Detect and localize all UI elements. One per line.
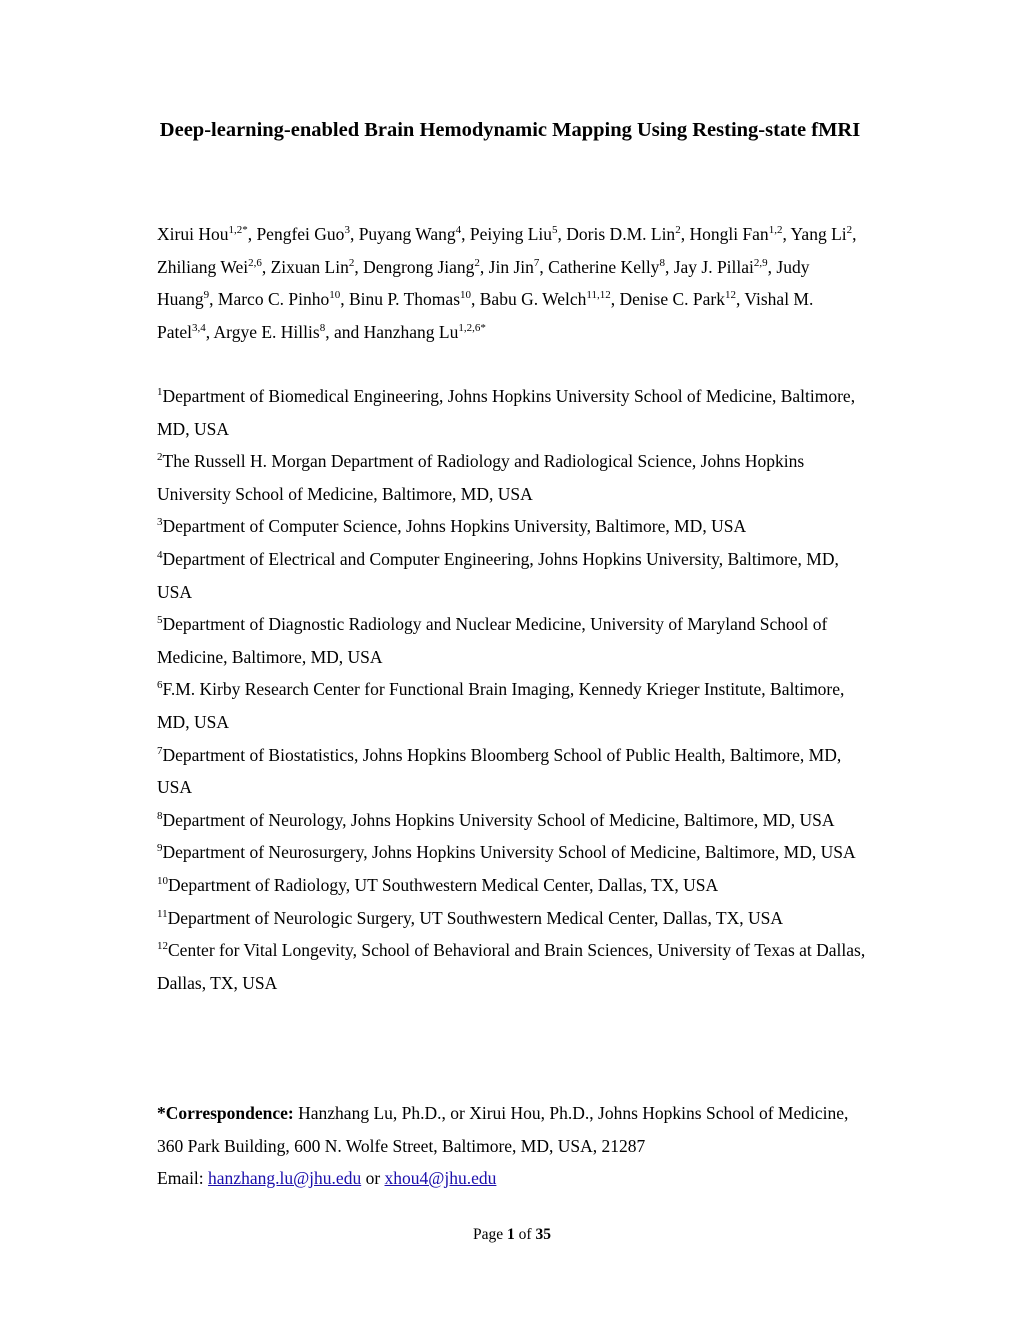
author-name: Zhiliang Wei (157, 256, 249, 277)
affiliation-item (157, 739, 867, 804)
email-or: or (365, 1168, 381, 1189)
author-conjunction: and (333, 321, 360, 342)
affiliation-item (157, 543, 867, 608)
affiliation-number: 12 (157, 940, 168, 953)
author-name: Judy Huang (157, 256, 810, 310)
author-name: Babu G. Welch (479, 289, 587, 310)
author (349, 289, 471, 309)
author-name: Catherine Kelly (548, 256, 660, 277)
affiliation-number: 8 (157, 809, 163, 822)
footer-total-pages: 35 (535, 1226, 551, 1243)
author-name: Xirui Hou (157, 224, 229, 244)
affiliation-list (157, 380, 867, 999)
author-name: Jin Jin (488, 256, 534, 277)
affiliation-item (157, 934, 867, 999)
paper-title: Deep-learning-enabled Brain Hemodynamic Mapping Using Resting-state fMRI (159, 119, 861, 141)
author-list: Xirui Hou$^{1,2*}$, Pengfei Guo$^3$, Puyang Wang$^4$, Peiying Liu$^5$, Doris D.M. Lin$^2$, Hongli Fan$^{1,2}$, Yang Li$^2$, Zhiliang Wei$^{2,6}$, Zixuan Lin$^2$, Dengrong Jiang$^2$, Jin Jin$^7$, Catherine Kelly$^8$, Jay J. Pillai$^{2,9}$, Judy Huang$^9$, Marco C. Pinho$^{10}$, Binu P. Thomas$^{10}$, Babu G. Welch$^{11,12}$, Denise C. Park$^{12}$, Vishal M. Patel$^{3,4}$, Argye E. Hillis$^8$, and Hanzhang $Lu^{1,2,6*}$ (157, 224, 857, 342)
author-affiliation-marker: 5 (552, 224, 558, 236)
author-name: Jay J. Pillai (673, 256, 754, 277)
author-affiliation-marker: 7 (533, 256, 540, 269)
affiliation-number: 9 (157, 842, 163, 855)
author (271, 257, 355, 277)
author-affiliation-marker: 3 (344, 224, 350, 236)
author-name: Puyang Wang (358, 224, 456, 244)
author (214, 322, 326, 342)
author (674, 257, 768, 277)
author-name: Doris D.M. Lin (566, 224, 676, 244)
author-affiliation-marker: 10 (460, 289, 471, 302)
email-link-hou[interactable]: xhou4@jhu.edu (384, 1168, 497, 1189)
affiliation-item (157, 869, 867, 902)
affiliation-text: Department of Neurosurgery, Johns Hopkins University School of Medicine, Baltimore, MD, USA (162, 842, 856, 863)
affiliation-text: Department of Biostatistics, Johns Hopkins Bloomberg School of Public Health, Baltimore, MD, USA (157, 744, 842, 798)
affiliation-item (157, 510, 867, 543)
affiliation-item (157, 673, 867, 738)
email-label: Email: (157, 1168, 204, 1189)
author (359, 224, 461, 244)
author (548, 257, 665, 277)
author (363, 257, 480, 277)
author-name: Argye E. Hillis (213, 321, 320, 342)
author (364, 322, 486, 342)
affiliation-text: The Russell H. Morgan Department of Radiology and Radiological Science, Johns Hopkins University School of Medicine, Baltimore, MD, USA (157, 451, 805, 504)
affiliation-text: Department of Radiology, UT Southwestern Medical Center, Dallas, TX, USA (168, 874, 719, 895)
author (480, 289, 611, 309)
affiliation-item (157, 380, 867, 445)
author (566, 224, 680, 244)
affiliation-number: 6 (157, 679, 163, 692)
affiliation-number: 7 (157, 744, 163, 757)
affiliation-text: F.M. Kirby Research Center for Functional Brain Imaging, Kennedy Krieger Institute, Baltimore, MD, USA (157, 679, 845, 732)
author (689, 224, 782, 244)
author-name: Binu P. Thomas (348, 289, 460, 310)
author-affiliation-marker: 8 (319, 321, 326, 334)
footer-page-number: 1 (507, 1226, 515, 1243)
author-name: Marco C. Pinho (217, 289, 330, 310)
author (218, 289, 340, 309)
author-name: Dengrong Jiang (363, 256, 475, 277)
affiliation-text: Department of Diagnostic Radiology and Nuclear Medicine, University of Maryland School of Medicine, Baltimore, MD, USA (157, 614, 828, 667)
author-affiliation-marker: 11,12 (586, 289, 611, 302)
author-affiliation-marker: 1,2* (228, 224, 248, 236)
affiliation-number: 5 (157, 614, 163, 627)
author-affiliation-marker: 3,4 (192, 321, 206, 334)
author-name: Hanzhang Lu (363, 321, 459, 342)
affiliation-number: 10 (157, 874, 168, 887)
affiliation-number: 1 (157, 386, 163, 398)
author-affiliation-marker: 8 (659, 256, 665, 269)
author-affiliation-marker: 2,9 (753, 256, 768, 269)
correspondence-text: Hanzhang Lu, Ph.D., or Xirui Hou, Ph.D., Johns Hopkins School of Medicine, 360 Park Building, 600 N. Wolfe Street, Baltimore, MD, USA, 21287 (157, 1103, 849, 1156)
affiliation-item (157, 902, 867, 935)
author (489, 257, 540, 277)
author-name: Yang Li (790, 224, 847, 244)
email-link-lu[interactable]: hanzhang.lu@jhu.edu (208, 1168, 362, 1189)
author-name: Peiying Liu (469, 224, 553, 244)
author-affiliation-marker: 2 (474, 256, 480, 269)
affiliation-text: Department of Computer Science, Johns Hopkins University, Baltimore, MD, USA (162, 516, 747, 537)
author-affiliation-marker: 1,2,6* (458, 321, 486, 334)
affiliation-item (157, 804, 867, 837)
author-affiliation-marker: 9 (203, 289, 210, 302)
author (470, 224, 558, 244)
author (157, 257, 262, 277)
author (791, 224, 853, 244)
author-affiliation-marker: 4 (455, 224, 462, 236)
author-name: Hongli Fan (689, 224, 769, 244)
footer-page-word: Page (473, 1226, 504, 1243)
author-affiliation-marker: 2 (846, 224, 853, 236)
author-name: Vishal M. Patel (157, 289, 814, 342)
affiliation-number: 2 (157, 451, 163, 464)
affiliation-item (157, 836, 867, 869)
author (157, 224, 248, 244)
affiliation-text: Department of Neurologic Surgery, UT Southwestern Medical Center, Dallas, TX, USA (167, 907, 783, 928)
author-affiliation-marker: 2 (348, 256, 355, 269)
author-name: Zixuan Lin (270, 256, 349, 277)
author-affiliation-marker: 10 (329, 289, 341, 302)
affiliation-text: Department of Electrical and Computer Engineering, Johns Hopkins University, Baltimore, MD, USA (157, 548, 839, 602)
affiliation-number: 11 (157, 907, 168, 920)
affiliation-item (157, 445, 867, 510)
correspondence-block (157, 1097, 867, 1195)
affiliation-item (157, 608, 867, 673)
author-name: Pengfei Guo (256, 224, 345, 244)
page-footer (0, 1226, 1024, 1244)
author (620, 289, 736, 309)
affiliation-text: Department of Neurology, Johns Hopkins University School of Medicine, Baltimore, MD, USA (162, 809, 835, 830)
affiliation-text: Center for Vital Longevity, School of Behavioral and Brain Sciences, University of Texas at Dallas, Dallas, TX, USA (157, 940, 866, 993)
affiliation-number: 3 (157, 516, 163, 529)
affiliation-number: 4 (157, 548, 163, 561)
correspondence-label: *Correspondence: (157, 1103, 294, 1123)
author-affiliation-marker: 12 (724, 289, 736, 302)
author-affiliation-marker: 1,2 (768, 224, 783, 236)
author-affiliation-marker: 2 (675, 224, 681, 236)
footer-of-word: of (518, 1226, 532, 1243)
author (256, 224, 349, 244)
author-name: Denise C. Park (619, 289, 725, 310)
affiliation-text: Department of Biomedical Engineering, Johns Hopkins University School of Medicine, Baltimore, MD, USA (157, 386, 856, 439)
author-affiliation-marker: 2,6 (248, 256, 262, 269)
